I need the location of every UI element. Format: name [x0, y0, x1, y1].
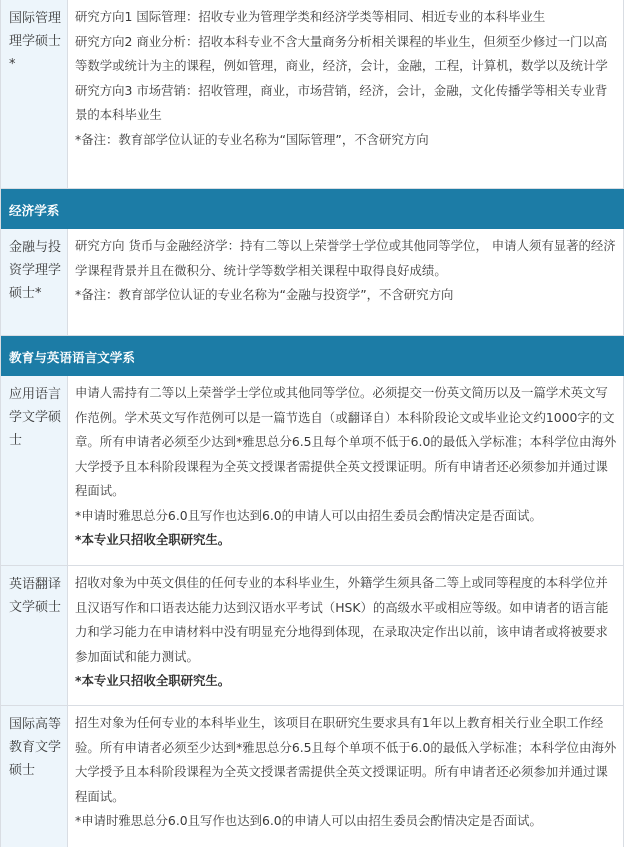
fulltime-only-note: *本专业只招收全职研究生。 — [75, 532, 231, 547]
program-name: 国际管理理学硕士* — [1, 0, 68, 188]
requirement-text: *备注：教育部学位认证的专业名称为“金融与投资学”，不含研究方向 — [75, 287, 454, 302]
requirement-text: 招生对象为任何专业的本科毕业生，该项目在职研究生要求具有1年以上教育相关行业全职工作经验。所有申请者必须至少达到*雅思总分6.5且每个单项不低于6.0的最低入学标准；本科学位由海外大学授予且本科阶段课程为全英文授课者需提供全英文授课证明。所有申请者还必须参加并通过课程面试。 — [75, 715, 617, 804]
section-header-economics: 经济学系 — [1, 189, 624, 229]
requirement-text: 研究方向3 市场营销：招收管理，商业，市场营销，经济，会计，金融，文化传播学等相关专业背景的本科毕业生 — [75, 82, 608, 122]
fulltime-only-note: *本专业只招收全职研究生。 — [75, 673, 231, 688]
requirement-text: *申请时雅思总分6.0且写作也达到6.0的申请人可以由招生委员会酌情决定是否面试。 — [75, 813, 542, 828]
program-requirements — [68, 376, 624, 565]
table-row — [1, 229, 624, 336]
table-row — [1, 566, 624, 706]
program-name: 应用语言学文学硕士 — [1, 376, 68, 565]
program-name: 金融与投资学理学硕士* — [1, 229, 68, 335]
table-row — [1, 0, 624, 189]
requirement-text: 研究方向1 国际管理：招收专业为管理学类和经济学类等相同、相近专业的本科毕业生 — [75, 9, 546, 24]
program-requirements — [68, 229, 624, 335]
program-requirements — [68, 566, 624, 705]
program-name: 国际高等教育文学硕士 — [1, 706, 68, 847]
requirement-text: *备注：教育部学位认证的专业名称为“国际管理”，不含研究方向 — [75, 131, 429, 147]
program-name: 英语翻译文学硕士 — [1, 566, 68, 705]
table-row — [1, 376, 624, 566]
table-row — [1, 706, 624, 847]
requirement-text: 研究方向2 商业分析：招收本科专业不含大量商务分析相关课程的毕业生，但须至少修过一门以高等数学或统计为主的课程，例如管理，商业，经济，会计，金融，工程，计算机，数学以及统计学 — [75, 33, 608, 73]
requirement-text: 申请人需持有二等以上荣誉学士学位或其他同等学位。必须提交一份英文简历以及一篇学术英文写作范例。学术英文写作范例可以是一篇节选自（或翻译自）本科阶段论文或毕业论文约1000字的文章。所有申请者必须至少达到*雅思总分6.5且每个单项不低于6.0的最低入学标准；本科学位由海外大学授予且本科阶段课程为全英文授课者需提供全英文授课证明。所有申请者还必须参加并通过课程面试。 — [75, 385, 617, 498]
program-requirements — [68, 0, 624, 188]
requirement-text: *申请时雅思总分6.0且写作也达到6.0的申请人可以由招生委员会酌情决定是否面试。 — [75, 507, 542, 523]
program-requirements — [68, 706, 624, 847]
section-header-education-english: 教育与英语语言文学系 — [1, 336, 624, 376]
requirement-text: 招收对象为中英文俱佳的任何专业的本科毕业生，外籍学生须具备二等上或同等程度的本科学位并且汉语写作和口语表达能力达到汉语水平考试（HSK）的高级水平或相应等级。如申请者的语言能力和学习能力在申请材料中没有明显充分地得到体现，在录取决定作出以前，该申请者或将被要求参加面试和能力测试。 — [75, 575, 609, 664]
requirement-text: 研究方向 货币与金融经济学：持有二等以上荣誉学士学位或其他同等学位， 申请人须有显著的经济学课程背景并且在微积分、统计学等数学相关课程中取得良好成绩。 — [75, 238, 616, 278]
